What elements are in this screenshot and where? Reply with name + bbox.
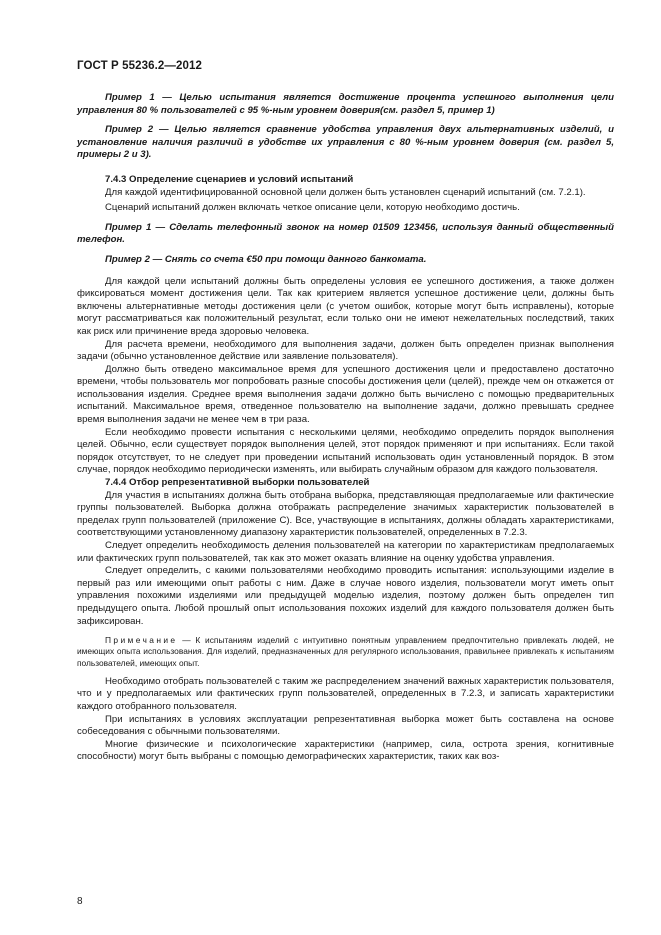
example-3: Пример 1 — Сделать телефонный звонок на номер 01509 123456, используя данный общественный телефон. [77, 221, 614, 246]
section-heading-7-4-4: 7.4.4 Отбор репрезентативной выборки пользователей [105, 477, 370, 489]
page-number: 8 [77, 896, 83, 907]
example-1: Пример 1 — Целью испытания является достижение процента успешного выполнения цели управления 80 % пользователей с 95 %-ным уровнем доверия(см. раздел 5, пример 1) [77, 92, 614, 116]
paragraph: Многие физические и психологические характеристики (например, сила, острота зрения, когнитивные способности) могут быть выбраны с помощью демографических характеристик, таких как воз- [77, 738, 614, 763]
paragraph: Следует определить, с какими пользователями необходимо проводить испытания: использующими изделие в первый раз или имеющими опыт работы с ним. Даже в случае нового изделия, пользователи могут иметь опыт управления похожими изделиями или предыдущей моделью изделия, поэтому должен быть определен тип предыдущего опыта. Любой прошлый опыт использования похожих изделий для каждого пользователя должен быть зафиксирован. [77, 565, 614, 627]
section-heading-7-4-3: 7.4.3 Определение сценариев и условий испытаний [105, 173, 354, 185]
paragraph: При испытаниях в условиях эксплуатации репрезентативная выборка может быть составлена на основе собеседования с обычными пользователями. [77, 713, 614, 738]
paragraph: Для расчета времени, необходимого для выполнения задачи, должен быть определен признак выполнения задачи (обычно установленное действие или заявление пользователя). [77, 338, 614, 363]
paragraph: Для каждой идентифицированной основной цели должен быть установлен сценарий испытаний (см. 7.2.1). [105, 186, 586, 198]
document-header: ГОСТ Р 55236.2—2012 [77, 60, 202, 72]
paragraph: Если необходимо провести испытания с несколькими целями, необходимо определить порядок выполнения целей. Обычно, если существует порядок выполнения целей, этот порядок применяют и при испытаниях. Если такой порядок отсутствует, то не следует при проведении испытаний использовать один установленный порядок. В этом случае, порядок необходимо периодически изменять, или выбирать случайным образом для каждого пользователя. [77, 426, 614, 476]
example-2: Пример 2 — Целью является сравнение удобства управления двух альтернативных изделий, и установление наличия различий в удобстве их управления с 80 %-ным уровнем доверия (см. раздел 5, примеры 2 и 3). [77, 124, 614, 161]
note [77, 635, 614, 669]
example-4: Пример 2 — Снять со счета €50 при помощи данного банкомата. [105, 253, 427, 265]
note-label: Примечание [105, 635, 178, 646]
paragraph: Сценарий испытаний должен включать четкое описание цели, которую необходимо достичь. [105, 202, 520, 214]
paragraph: Должно быть отведено максимальное время для успешного достижения цели и предоставлено достаточно времени, чтобы пользователь мог попробовать разные способы достижения цели (целей), прежде чем он откажется от использования изделия. Среднее время выполнения задачи должно быть вычислено с помощью предварительных испытаний. Максимальное время, отведенное пользователю на выполнение задачи, должно превышать среднее время выполнения задачи не менее чем в три раза. [77, 363, 614, 426]
document-body [77, 92, 614, 764]
paragraph: Необходимо отобрать пользователей с таким же распределением значений важных характеристик пользователя, что и у предполагаемых или фактических групп пользователей, определенных в 7.2.3, и записать характеристики каждого отобранного пользователя. [77, 675, 614, 712]
paragraph: Для участия в испытаниях должна быть отобрана выборка, представляющая предполагаемые или фактические группы пользователей. Выборка должна отображать распределение значимых характеристик пользователей в пределах групп пользователей (приложение С). Все, участвующие в испытаниях, должны обладать характеристиками, соответствующими установленному диапазону характеристик пользователей, определенных в 7.2.3. [77, 489, 614, 539]
note-text: — К испытаниям изделий с интуитивно понятным управлением предпочтительно привлекать людей, не имеющих опыта использования. Для изделий, предназначенных для регулярного использования, правильнее привлекать к испытаниям пользователей, имеющих опыт. [77, 635, 614, 668]
paragraph: Для каждой цели испытаний должны быть определены условия ее успешного достижения, а также должен фиксироваться момент достижения цели. Так как критерием является успешное достижение цели, должны быть включены альтернативные методы достижения цели (с учетом ошибок, которые могут быть исправлены), которые могут рассматриваться как положительный результат, если только они не имеют нежелательных последствий, таких как риск или причинение вреда здоровью человека. [77, 275, 614, 337]
paragraph: Следует определить необходимость деления пользователей на категории по характеристикам предполагаемых или фактических групп пользователей, так как это может оказать влияние на оценку удобства управления. [77, 540, 614, 564]
